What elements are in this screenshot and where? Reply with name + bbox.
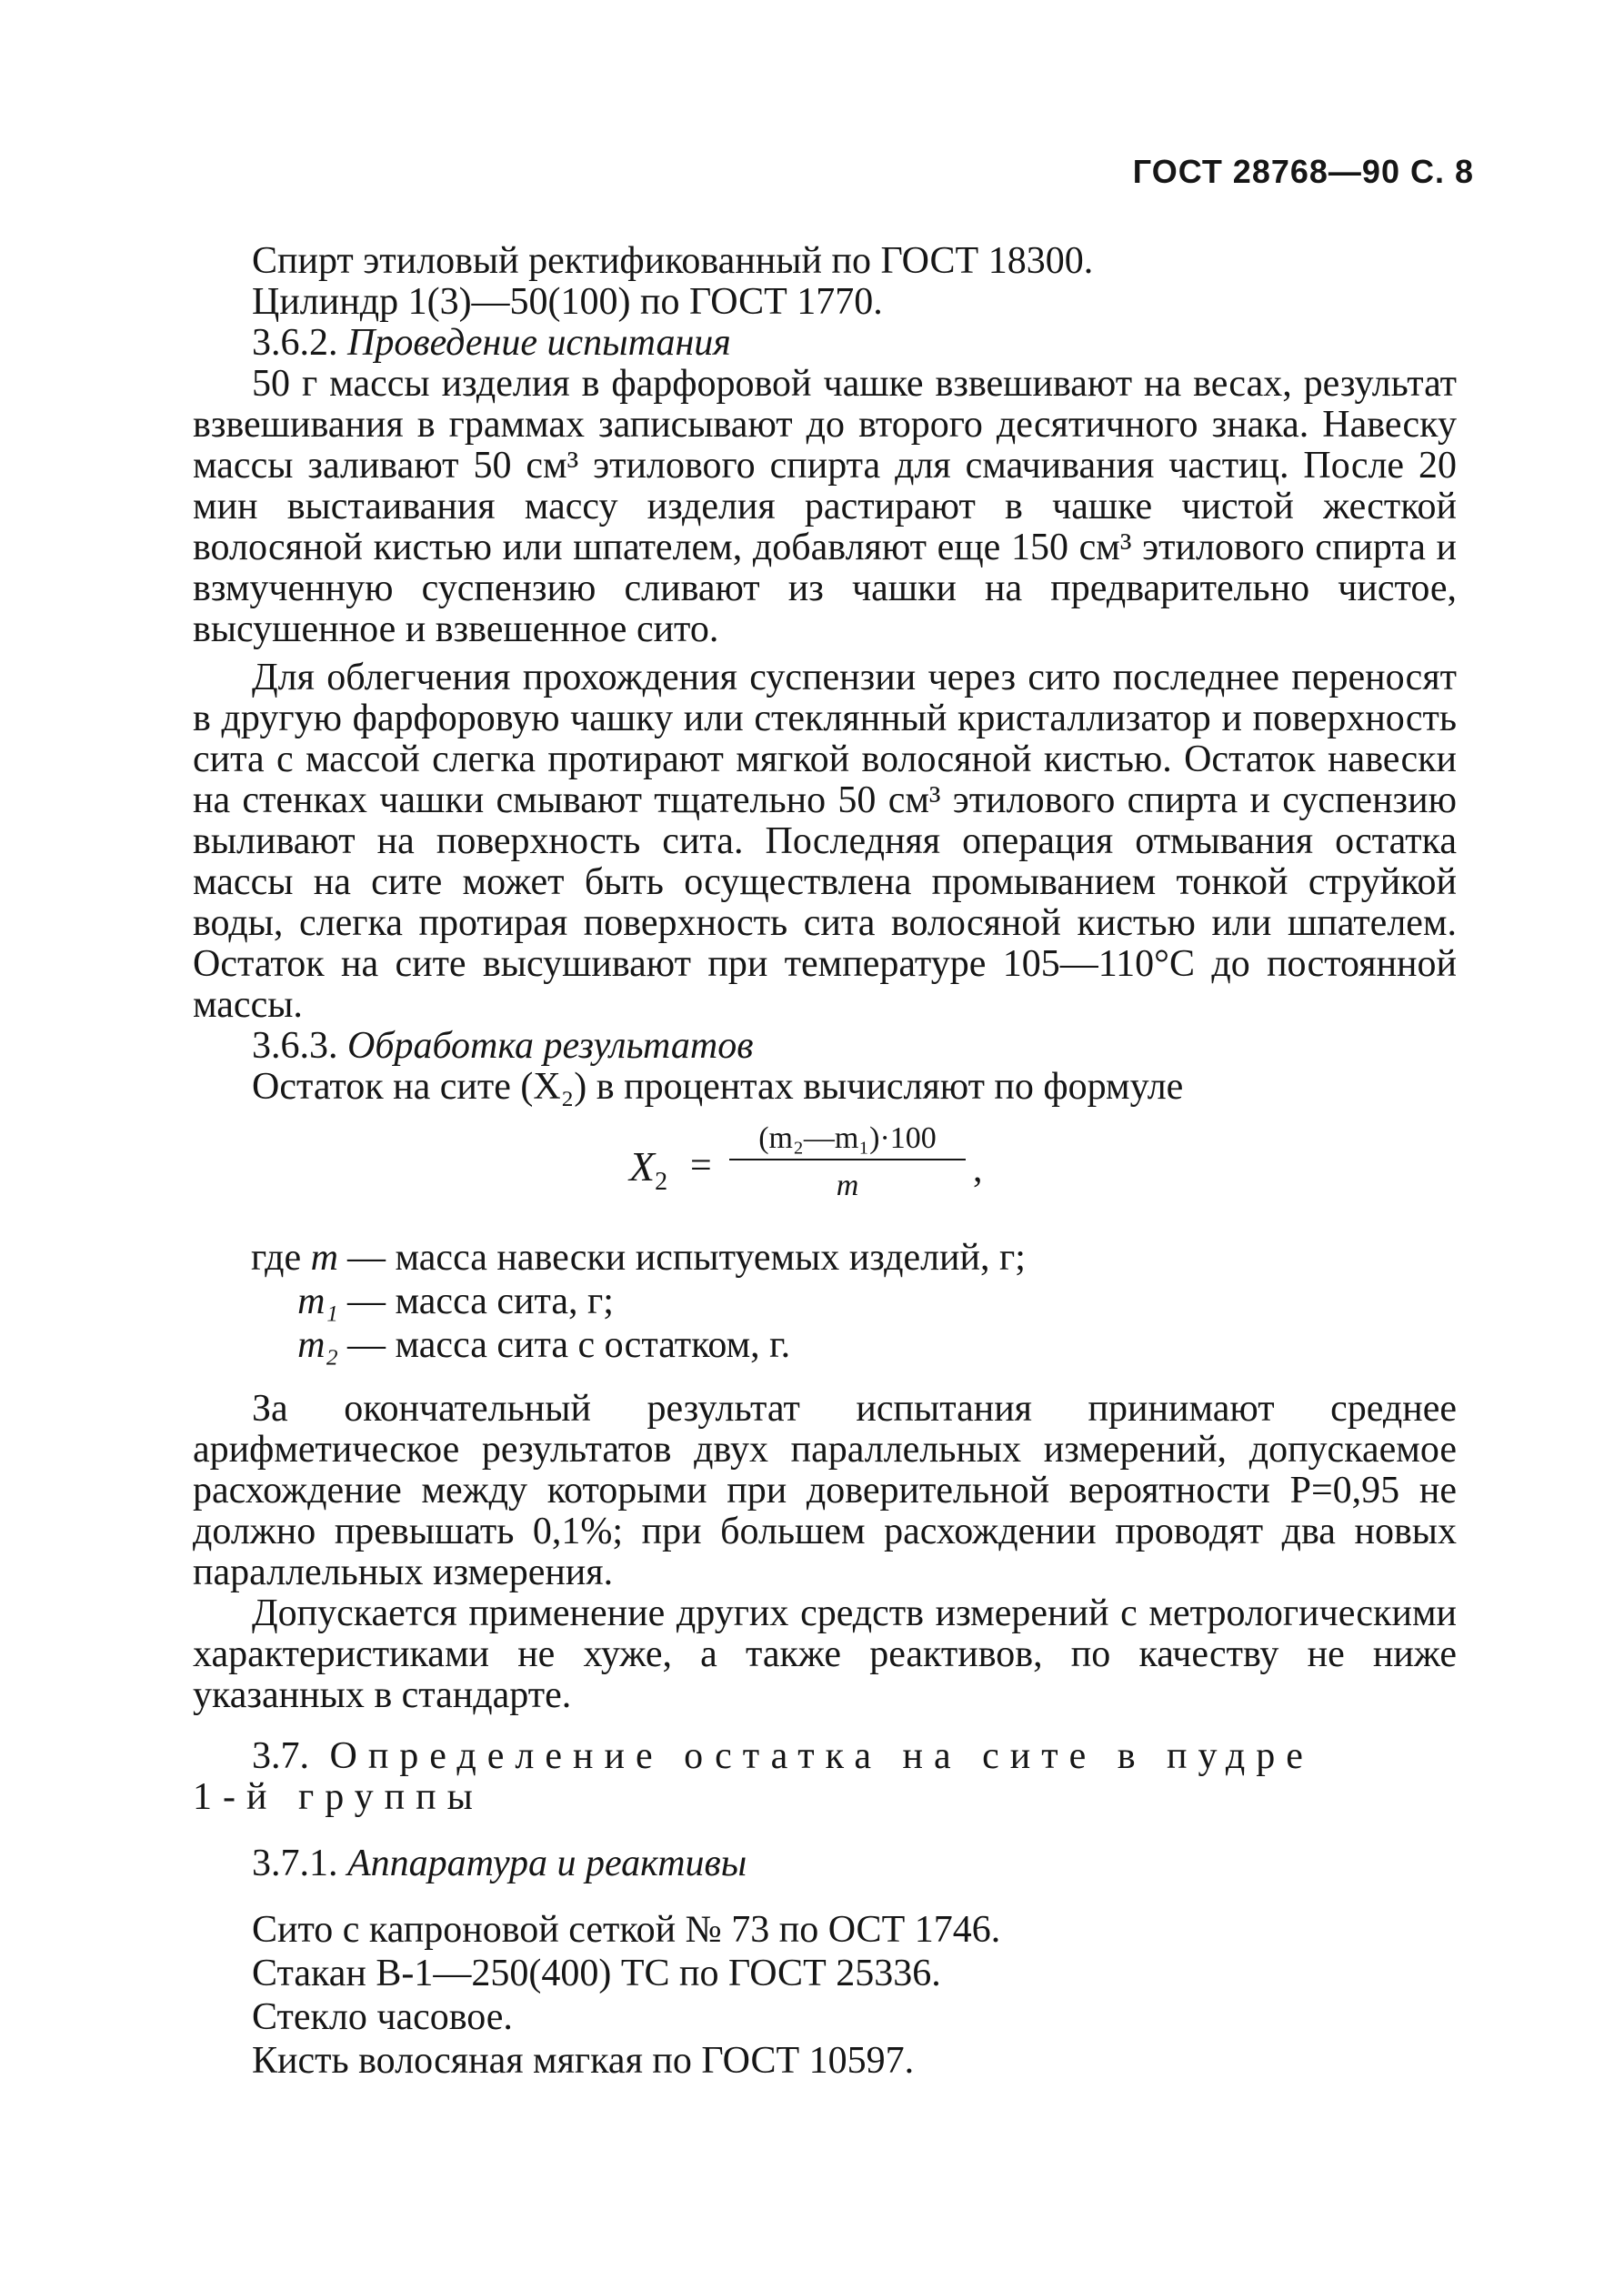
formula-lhs-subscript: 2 [655,1168,668,1197]
variable-description: — масса навески испытуемых изделий, г; [347,1237,1026,1279]
variable-definition [193,1325,1457,1369]
formula [193,1120,1457,1225]
section-title-continuation: 1-й группы [193,1776,484,1818]
variable-description: — масса сита, г; [347,1281,614,1322]
formula-intro: Остаток на сите (X₂) в процентах вычисляют по формуле [252,1066,1184,1108]
paragraph: За окончательный результат испытания принимают среднее арифметическое результатов двух параллельных измерений, допускаемое расхождение между которыми при доверительной вероятности Р=0,95 не должно превышать 0,1%; при большем расхождении проводят два новых параллельных измерения. [193,1388,1457,1593]
section-heading-3-6-3 [193,1026,1457,1067]
definition-lead [193,1325,338,1366]
section-title: Обработка результатов [347,1025,754,1067]
section-title: Проведение испытания [347,322,731,364]
equipment-item: Стекло часовое. [252,1996,513,2038]
equipment-item: Стакан В-1—250(400) ТС по ГОСТ 25336. [252,1953,941,1994]
formula-equals: = [690,1145,712,1187]
page-header: ГОСТ 28768—90 С. 8 [1132,153,1474,190]
variable-definitions [193,1238,1457,1369]
page-content [193,241,1457,2083]
paragraph: 50 г массы изделия в фарфоровой чашке взвешивают на весах, результат взвешивания в граммах записывают до второго десятичного знака. Навеску массы заливают 50 см³ этилового спирта для смачивания частиц. После 20 мин выстаивания массу изделия растирают в чашке чистой жесткой волосяной кистью или шпателем, добавляют еще 150 см³ этилового спирта и взмученную суспензию сливают из чашки на предварительно чистое, высушенное и взвешенное сито. [193,363,1457,650]
paragraph: Для облегчения прохождения суспензии через сито последнее переносят в другую фарфоровую чашку или стеклянный кристаллизатор и поверхность сита с массой слегка протирают мягкой волосяной кистью. Остаток навески на стенках чашки смывают тщательно 50 см³ этилового спирта и суспензию выливают на поверхность сита. Последняя операция отмывания остатка массы на сите может быть осуществлена промыванием тонкой струйкой воды, слегка протирая поверхность сита волосяной кистью или шпателем. Остаток на сите высушивают при температуре 105—110°С до постоянной массы. [193,657,1457,1026]
formula-trail: , [973,1149,983,1190]
formula-lhs [629,1143,668,1202]
formula-denominator: m [836,1169,859,1202]
section-heading-3-6-2 [193,323,1457,364]
section-title: Аппаратура и реактивы [347,1843,747,1884]
equipment-item: Сито с капроновой сеткой № 73 по ОСТ 1746. [252,1909,1001,1951]
variable-symbol: m₂ [297,1324,338,1366]
equipment-item: Кисть волосяная мягкая по ГОСТ 10597. [252,2040,915,2082]
formula-lhs-symbol: X [629,1143,656,1190]
section-number: 3.6.3. [252,1025,338,1067]
section-heading-3-7 [193,1736,1457,1777]
variable-symbol: m [310,1237,338,1279]
definition-lead-word: где [251,1237,302,1279]
section-number: 3.7.1. [252,1843,338,1884]
formula-numerator: (m₂—m₁)·100 [729,1120,966,1160]
section-heading-3-7-1 [193,1843,1457,1884]
text-line: Цилиндр 1(3)—50(100) по ГОСТ 1770. [252,281,883,323]
variable-symbol: m₁ [297,1281,338,1322]
variable-definition [193,1281,1457,1325]
section-number: 3.7. [252,1735,309,1777]
text-line: Спирт этиловый ректификованный по ГОСТ 18300. [252,240,1094,282]
formula-fraction [729,1120,966,1204]
section-title: Определение остатка на сите в пудре [329,1735,1314,1777]
paragraph: Допускается применение других средств измерений с метрологическими характеристиками не хуже, а также реактивов, по качеству не ниже указанных в стандарте. [193,1592,1457,1716]
variable-definition [193,1238,1457,1281]
definition-lead [193,1238,338,1279]
variable-description: — масса сита с остатком, г. [347,1324,791,1366]
definition-lead [193,1281,338,1322]
equipment-list [193,1908,1457,2083]
section-number: 3.6.2. [252,322,338,364]
